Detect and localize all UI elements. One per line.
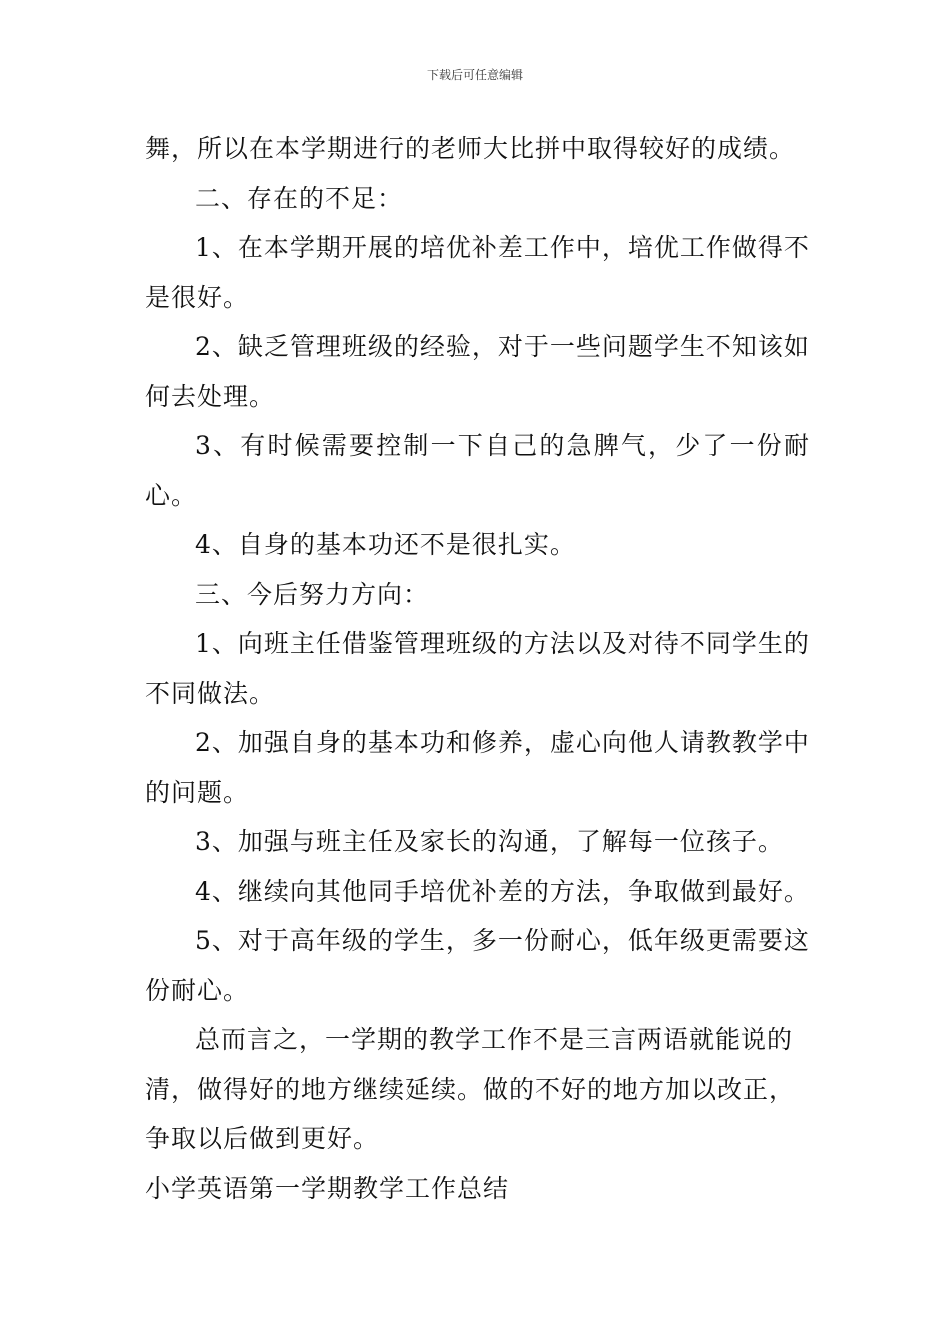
text-line: 二、存在的不足： — [195, 183, 404, 213]
list-item-direction-4 — [145, 867, 810, 917]
text-line: 清，做得好的地方继续延续。做的不好的地方加以改正， — [145, 1074, 796, 1104]
text-line: 5、对于高年级的学生，多一份耐心，低年级更需要这 — [195, 926, 810, 955]
text-line: 4、继续向其他同手培优补差的方法，争取做到最好。 — [195, 876, 810, 906]
paragraph-conclusion — [145, 1015, 810, 1164]
text-line: 份耐心。 — [145, 975, 250, 1005]
text-line: 三、今后努力方向： — [195, 579, 430, 609]
text-line: 何去处理。 — [145, 381, 276, 411]
next-document-title: 小学英语第一学期教学工作总结 — [145, 1173, 510, 1203]
document-body — [145, 124, 810, 1213]
text-line: 舞，所以在本学期进行的老师大比拼中取得较好的成绩。 — [145, 134, 796, 163]
text-line: 争取以后做到更好。 — [145, 1124, 380, 1153]
list-item-direction-2 — [145, 718, 810, 817]
list-item-shortcoming-3 — [145, 421, 810, 520]
text-line: 4、自身的基本功还不是很扎实。 — [195, 530, 576, 559]
header-note: 下载后可任意编辑 — [426, 68, 523, 82]
list-item-direction-3 — [145, 817, 810, 867]
text-line: 3、有时候需要控制一下自己的急脾气，少了一份耐心。 — [145, 431, 810, 510]
text-line: 是很好。 — [145, 282, 250, 312]
list-item-shortcoming-4 — [145, 520, 810, 570]
text-line: 2、缺乏管理班级的经验，对于一些问题学生不知该如 — [195, 332, 810, 361]
text-line: 3、加强与班主任及家长的沟通，了解每一位孩子。 — [195, 827, 784, 856]
text-line: 的问题。 — [145, 777, 250, 807]
list-item-shortcoming-1 — [145, 223, 810, 322]
section-heading-shortcomings — [145, 174, 810, 224]
list-item-shortcoming-2 — [145, 322, 810, 421]
text-line: 1、在本学期开展的培优补差工作中，培优工作做得不 — [195, 233, 810, 262]
list-item-direction-1 — [145, 619, 810, 718]
list-item-direction-5 — [145, 916, 810, 1015]
text-line: 1、向班主任借鉴管理班级的方法以及对待不同学生的 — [195, 629, 810, 658]
paragraph-continuation — [145, 124, 810, 174]
text-line: 总而言之，一学期的教学工作不是三言两语就能说的 — [195, 1025, 794, 1054]
text-line: 不同做法。 — [145, 678, 276, 708]
text-line: 2、加强自身的基本功和修养，虚心向他人请教教学中 — [195, 728, 810, 757]
section-heading-direction — [145, 570, 810, 620]
